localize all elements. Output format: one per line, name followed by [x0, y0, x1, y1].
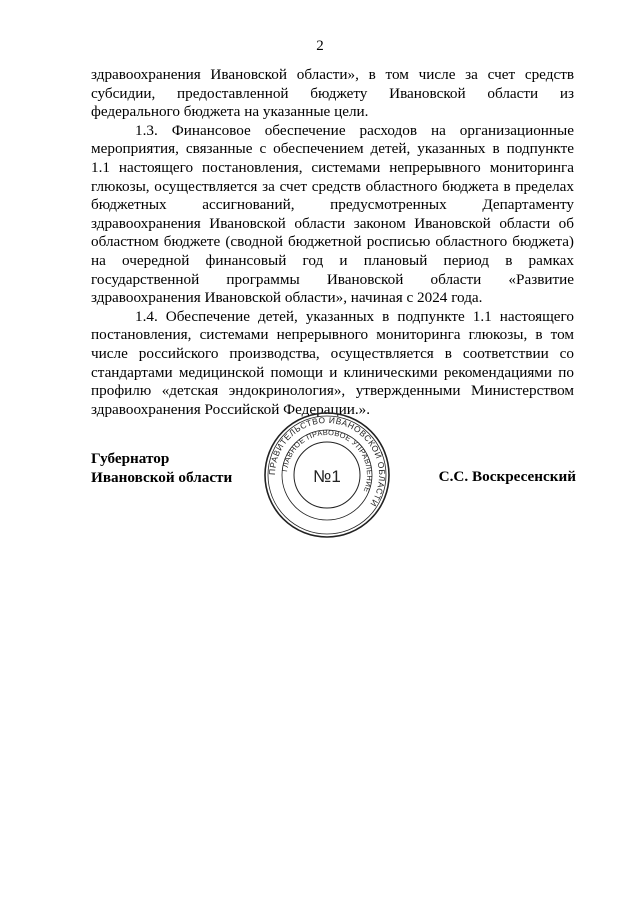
paragraph-1-4: 1.4. Обеспечение детей, указанных в подпункте 1.1 настоящего постановления, системами непрерывного мониторинга глюкозы, в том числе российского производства, осуществляется в соответствии со стандартами медицинской помощи и клиническими рекомендациями по профилю «детская эндокринология», утвержденными Министерством здравоохранения Российской Федерации.».: [91, 307, 574, 418]
page-number: 2: [316, 38, 324, 54]
seal-outer-text: ПРАВИТЕЛЬСТВО ИВАНОВСКОЙ ОБЛАСТИ: [266, 414, 388, 509]
paragraph-1-3: 1.3. Финансовое обеспечение расходов на организационные мероприятия, связанные с обеспечением детей, указанных в подпункте 1.1 настоящего постановления, системами непрерывного мониторинга глюкозы, осуществляется за счет средств областного бюджета в пределах бюджетных ассигнований, предусмотренных Департаменту здравоохранения Ивановской области законом Ивановской области об областном бюджете (сводной бюджетной росписью областного бюджета) на очередной финансовый год и плановый период в рамках государственной программы Ивановской области «Развитие здравоохранения Ивановской области», начиная с 2024 года.: [91, 121, 574, 307]
seal-inner-text: ГЛАВНОЕ ПРАВОВОЕ УПРАВЛЕНИЕ: [280, 427, 375, 495]
seal-center-number: №1: [313, 467, 341, 486]
signatory-position: [91, 450, 232, 487]
signatory-title: Губернатор: [91, 450, 170, 467]
document-body: [91, 66, 574, 419]
official-seal-stamp: [262, 410, 392, 540]
paragraph-continuation: здравоохранения Ивановской области», в том числе за счет средств субсидии, предоставленной бюджету Ивановской области из федерального бюджета на указанные цели.: [91, 66, 574, 121]
signatory-region: Ивановской области: [91, 468, 233, 486]
signatory-name: С.С. Воскресенский: [438, 468, 576, 485]
